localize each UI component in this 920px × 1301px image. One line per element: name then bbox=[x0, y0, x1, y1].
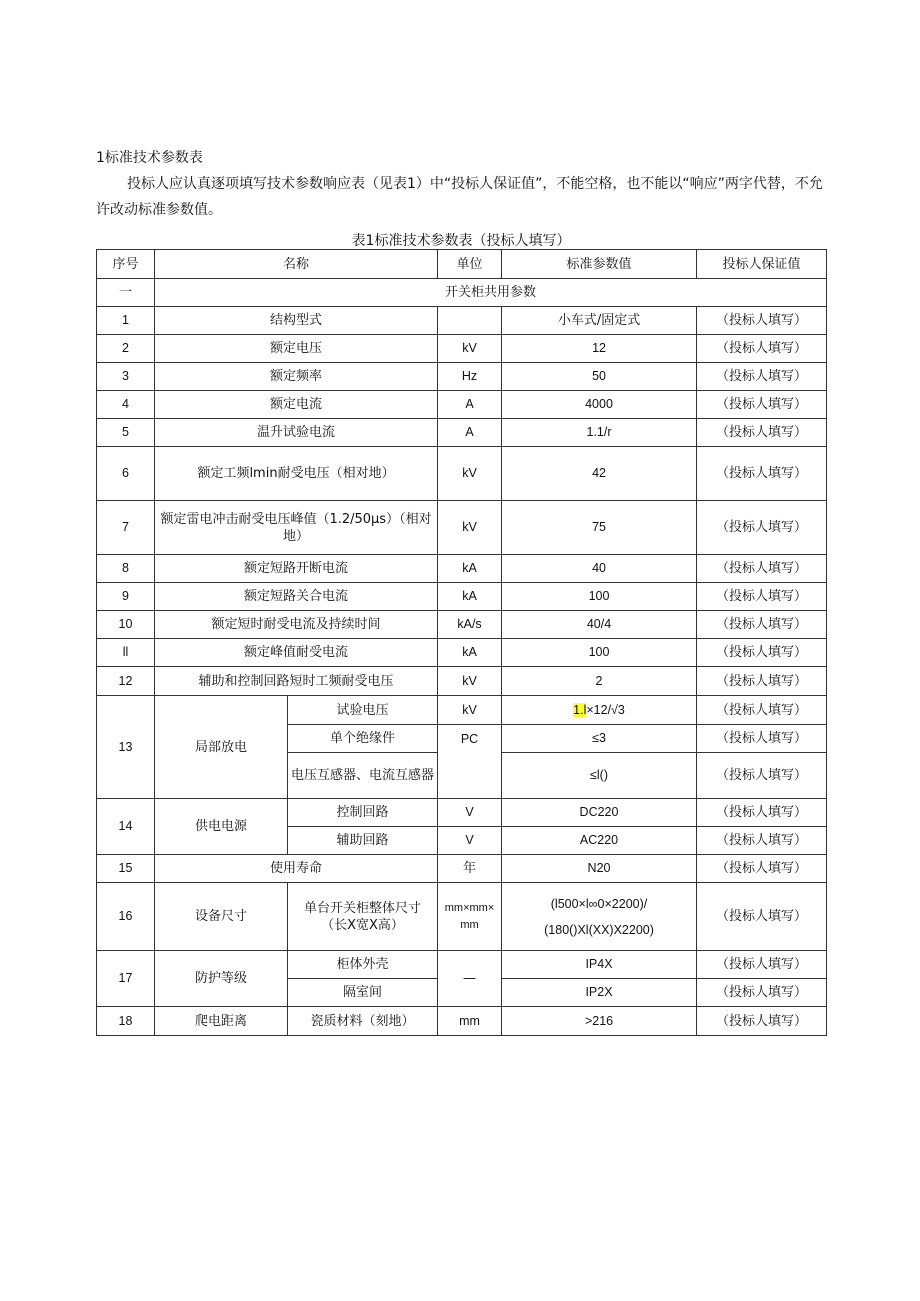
row-bidder: （投标人填写） bbox=[697, 725, 827, 753]
row-bidder: （投标人填写） bbox=[697, 696, 827, 725]
row-unit: V bbox=[438, 827, 502, 855]
row-seq: 1 bbox=[97, 307, 155, 335]
row-value bbox=[502, 883, 697, 951]
row-name: 爬电距离 bbox=[155, 1007, 288, 1036]
row-bidder: （投标人填写） bbox=[697, 951, 827, 979]
row-sub-name: 辅助回路 bbox=[288, 827, 438, 855]
row-unit: — bbox=[438, 951, 502, 1007]
table-row bbox=[97, 855, 827, 883]
row-bidder: （投标人填写） bbox=[697, 639, 827, 667]
row-seq: 8 bbox=[97, 555, 155, 583]
row-name: 设备尺寸 bbox=[155, 883, 288, 951]
row-value: 100 bbox=[502, 639, 697, 667]
sub-name-line: （长X宽X高） bbox=[321, 917, 404, 933]
row-seq: 4 bbox=[97, 391, 155, 419]
row-unit bbox=[438, 883, 502, 951]
row-bidder: （投标人填写） bbox=[697, 391, 827, 419]
row-sub-name bbox=[288, 883, 438, 951]
table-row bbox=[97, 307, 827, 335]
row-name: 额定频率 bbox=[155, 363, 438, 391]
table-caption: 表1标准技术参数表（投标人填写） bbox=[351, 233, 571, 249]
row-bidder: （投标人填写） bbox=[697, 979, 827, 1007]
table-row bbox=[97, 447, 827, 501]
row-unit: kV bbox=[438, 501, 502, 555]
row-seq: 5 bbox=[97, 419, 155, 447]
row-value: 75 bbox=[502, 501, 697, 555]
table-header-row bbox=[97, 250, 827, 279]
row-value: ≤l() bbox=[502, 753, 697, 799]
row-unit: kV bbox=[438, 667, 502, 696]
table-row bbox=[97, 667, 827, 696]
row-sub-name: 电压互感器、电流互感器 bbox=[288, 753, 438, 799]
header-unit: 单位 bbox=[438, 250, 502, 279]
row-name: 额定短时耐受电流及持续时间 bbox=[155, 611, 438, 639]
row-unit: A bbox=[438, 391, 502, 419]
row-name: 额定短路开断电流 bbox=[155, 555, 438, 583]
row-bidder: （投标人填写） bbox=[697, 1007, 827, 1036]
row-value: ≤3 bbox=[502, 725, 697, 753]
row-value: 42 bbox=[502, 447, 697, 501]
highlighted-value: 1.l bbox=[573, 702, 587, 717]
row-sub-name: 单个绝缘件 bbox=[288, 725, 438, 753]
row-sub-name: 瓷质材料（刻地） bbox=[288, 1007, 438, 1036]
row-bidder: （投标人填写） bbox=[697, 667, 827, 696]
row-value: 40/4 bbox=[502, 611, 697, 639]
row-name: 防护等级 bbox=[155, 951, 288, 1007]
row-name: 使用寿命 bbox=[155, 855, 438, 883]
row-value: 50 bbox=[502, 363, 697, 391]
table-row bbox=[97, 1007, 827, 1036]
row-bidder: （投标人填写） bbox=[697, 501, 827, 555]
header-bidder-value: 投标人保证值 bbox=[697, 250, 827, 279]
table-row bbox=[97, 951, 827, 979]
row-sub-name: 控制回路 bbox=[288, 799, 438, 827]
row-seq: ll bbox=[97, 639, 155, 667]
table-row bbox=[97, 335, 827, 363]
row-seq: 17 bbox=[97, 951, 155, 1007]
row-seq: 7 bbox=[97, 501, 155, 555]
row-value: 2 bbox=[502, 667, 697, 696]
group-seq: 一 bbox=[97, 279, 155, 307]
row-value: 12 bbox=[502, 335, 697, 363]
row-sub-name: 隔室间 bbox=[288, 979, 438, 1007]
row-value: N20 bbox=[502, 855, 697, 883]
row-name: 额定电流 bbox=[155, 391, 438, 419]
section-heading: 1标准技术参数表 bbox=[96, 150, 203, 166]
table-row bbox=[97, 501, 827, 555]
table-row bbox=[97, 883, 827, 951]
row-name: 辅助和控制回路短时工频耐受电压 bbox=[155, 667, 438, 696]
row-bidder: （投标人填写） bbox=[697, 307, 827, 335]
unit-line: mm bbox=[460, 918, 479, 931]
row-unit: A bbox=[438, 419, 502, 447]
value-line: (l500×l∞0×2200)/ bbox=[550, 896, 648, 911]
row-bidder: （投标人填写） bbox=[697, 583, 827, 611]
row-seq: 2 bbox=[97, 335, 155, 363]
row-sub-name: 柜体外壳 bbox=[288, 951, 438, 979]
table-row bbox=[97, 555, 827, 583]
row-name: 额定电压 bbox=[155, 335, 438, 363]
row-bidder: （投标人填写） bbox=[697, 883, 827, 951]
row-name: 额定工频lmin耐受电压（相对地） bbox=[155, 447, 438, 501]
row-bidder: （投标人填写） bbox=[697, 611, 827, 639]
row-unit: mm bbox=[438, 1007, 502, 1036]
row-value: AC220 bbox=[502, 827, 697, 855]
row-name: 温升试验电流 bbox=[155, 419, 438, 447]
unit-line: mm×mm× bbox=[444, 901, 495, 914]
row-bidder: （投标人填写） bbox=[697, 799, 827, 827]
group-title: 开关柜共用参数 bbox=[155, 279, 827, 307]
row-unit: V bbox=[438, 799, 502, 827]
table-row bbox=[97, 639, 827, 667]
row-name: 结构型式 bbox=[155, 307, 438, 335]
row-bidder: （投标人填写） bbox=[697, 419, 827, 447]
row-value: 100 bbox=[502, 583, 697, 611]
table-row bbox=[97, 799, 827, 827]
table-row bbox=[97, 583, 827, 611]
row-seq: 15 bbox=[97, 855, 155, 883]
row-value bbox=[502, 696, 697, 725]
table-row bbox=[97, 611, 827, 639]
row-bidder: （投标人填写） bbox=[697, 363, 827, 391]
spec-table bbox=[96, 249, 827, 1036]
row-unit: kA bbox=[438, 639, 502, 667]
row-unit: kV bbox=[438, 696, 502, 725]
row-unit: kV bbox=[438, 447, 502, 501]
row-bidder: （投标人填写） bbox=[697, 335, 827, 363]
group-row bbox=[97, 279, 827, 307]
sub-name-line: 单台开关柜整体尺寸 bbox=[304, 900, 422, 916]
row-value: >216 bbox=[502, 1007, 697, 1036]
row-unit: kA bbox=[438, 583, 502, 611]
row-seq: 18 bbox=[97, 1007, 155, 1036]
row-name: 供电电源 bbox=[155, 799, 288, 855]
row-seq: 16 bbox=[97, 883, 155, 951]
row-bidder: （投标人填写） bbox=[697, 855, 827, 883]
row-sub-name: 试验电压 bbox=[288, 696, 438, 725]
row-unit: kV bbox=[438, 335, 502, 363]
row-unit bbox=[438, 307, 502, 335]
header-seq: 序号 bbox=[97, 250, 155, 279]
table-row bbox=[97, 419, 827, 447]
table-row bbox=[97, 363, 827, 391]
row-seq: 3 bbox=[97, 363, 155, 391]
value-line: (180()Xl(XX)X2200) bbox=[544, 922, 654, 937]
row-value: IP2X bbox=[502, 979, 697, 1007]
row-unit: PC bbox=[438, 725, 502, 799]
row-seq: 10 bbox=[97, 611, 155, 639]
row-seq: 6 bbox=[97, 447, 155, 501]
row-name: 局部放电 bbox=[155, 696, 288, 799]
row-seq: 9 bbox=[97, 583, 155, 611]
row-bidder: （投标人填写） bbox=[697, 753, 827, 799]
row-value: 小车式/固定式 bbox=[502, 307, 697, 335]
row-value: 1.1/r bbox=[502, 419, 697, 447]
row-bidder: （投标人填写） bbox=[697, 555, 827, 583]
row-value: IP4X bbox=[502, 951, 697, 979]
row-name: 额定峰值耐受电流 bbox=[155, 639, 438, 667]
row-unit: 年 bbox=[438, 855, 502, 883]
row-seq: 14 bbox=[97, 799, 155, 855]
table-row bbox=[97, 696, 827, 725]
row-unit: kA/s bbox=[438, 611, 502, 639]
row-bidder: （投标人填写） bbox=[697, 827, 827, 855]
header-name: 名称 bbox=[155, 250, 438, 279]
row-unit: kA bbox=[438, 555, 502, 583]
row-value: 40 bbox=[502, 555, 697, 583]
row-unit: Hz bbox=[438, 363, 502, 391]
row-name: 额定雷电冲击耐受电压峰值（1.2/50μs）（相对地） bbox=[155, 501, 438, 555]
row-seq: 12 bbox=[97, 667, 155, 696]
row-value: DC220 bbox=[502, 799, 697, 827]
row-value: 4000 bbox=[502, 391, 697, 419]
row-seq: 13 bbox=[97, 696, 155, 799]
value-rest: ×12/√3 bbox=[586, 702, 625, 717]
row-name: 额定短路关合电流 bbox=[155, 583, 438, 611]
intro-paragraph: 投标人应认真逐项填写技术参数响应表（见表1）中“投标人保证值”，不能空格，也不能以“响应”两字代替，不允许改动标准参数值。 bbox=[96, 176, 823, 218]
row-bidder: （投标人填写） bbox=[697, 447, 827, 501]
header-std-value: 标准参数值 bbox=[502, 250, 697, 279]
table-row bbox=[97, 391, 827, 419]
